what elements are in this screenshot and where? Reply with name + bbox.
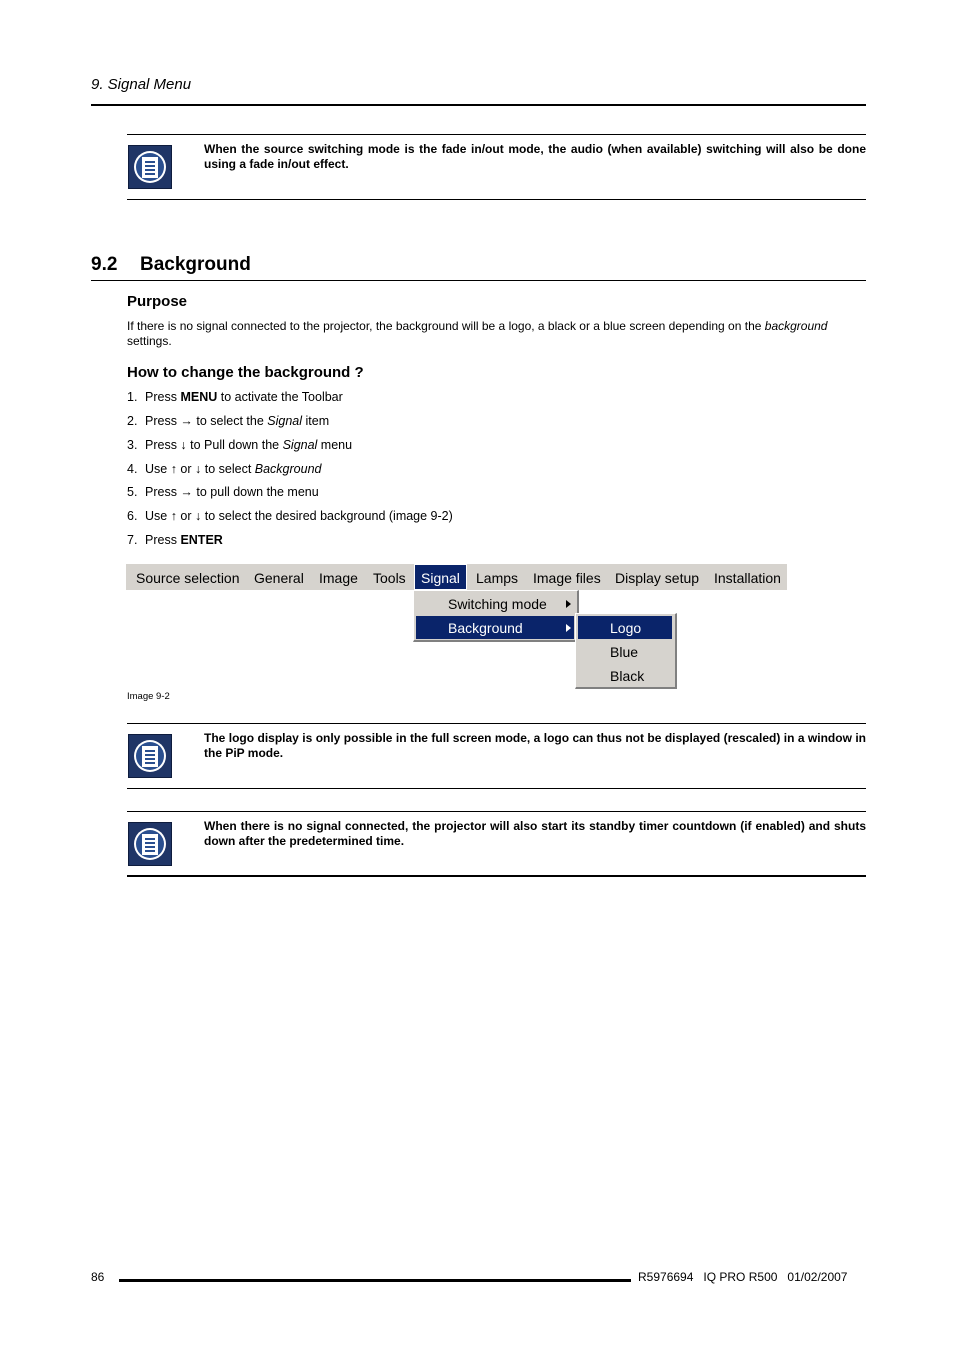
menu-tools[interactable]: Tools	[373, 570, 406, 586]
note-icon	[128, 145, 172, 189]
note-text: The logo display is only possible in the full screen mode, a logo can thus not be displayed (rescaled) in a window in the PiP mode.	[204, 731, 866, 760]
menu-source-selection[interactable]: Source selection	[136, 570, 240, 586]
footer-rule	[119, 1279, 631, 1282]
image-caption: Image 9-2	[127, 691, 170, 702]
note-box	[127, 134, 866, 200]
menu-installation[interactable]: Installation	[714, 570, 781, 586]
howto-heading: How to change the background ?	[127, 364, 364, 381]
menu-general[interactable]: General	[254, 570, 304, 586]
step-item: 3. Press ↓ to Pull down the Signal menu	[127, 438, 353, 452]
dropdown-item-background[interactable]: Background	[416, 616, 574, 639]
section-title: Background	[140, 254, 251, 275]
menu-display-setup[interactable]: Display setup	[615, 570, 700, 586]
dropdown-item-switching-mode[interactable]: Switching mode	[416, 592, 574, 615]
menu-lamps[interactable]: Lamps	[476, 570, 519, 586]
note-box	[127, 811, 866, 877]
signal-dropdown	[413, 590, 579, 642]
note-text: When the source switching mode is the fade in/out mode, the audio (when available) switching will also be done using a fade in/out effect.	[204, 142, 866, 171]
menu-toolbar	[126, 564, 787, 590]
step-item: 7. Press ENTER	[127, 533, 223, 547]
step-item: 2. Press → to select the Signal item	[127, 414, 330, 428]
submenu-item-black[interactable]: Black	[610, 668, 645, 684]
note-icon	[128, 734, 172, 778]
step-item: 6. Use ↑ or ↓ to select the desired background (image 9-2)	[127, 509, 453, 523]
page-number: 86	[91, 1270, 105, 1284]
note-text: When there is no signal connected, the projector will also start its standby timer countdown (if enabled) and shuts down after the predetermined time.	[204, 819, 866, 848]
submenu-item-logo[interactable]: Logo	[578, 616, 672, 639]
submenu-item-blue[interactable]: Blue	[610, 644, 639, 660]
footer-reference: R5976694 IQ PRO R500 01/02/2007	[638, 1270, 848, 1284]
submenu-arrow-icon	[566, 600, 571, 608]
step-item: 1. Press MENU to activate the Toolbar	[127, 390, 343, 404]
running-header: 9. Signal Menu	[91, 76, 192, 93]
step-item: 4. Use ↑ or ↓ to select Background	[127, 462, 322, 476]
purpose-heading: Purpose	[127, 293, 188, 310]
purpose-paragraph: If there is no signal connected to the projector, the background will be a logo, a black or a blue screen depending on the background settings.	[127, 319, 828, 348]
menu-signal[interactable]: Signal	[414, 564, 467, 590]
note-box	[127, 723, 866, 789]
section-number: 9.2	[91, 254, 118, 275]
menu-image-files[interactable]: Image files	[533, 570, 601, 586]
submenu-arrow-icon	[566, 624, 571, 632]
header-rule	[91, 104, 866, 106]
step-item: 5. Press → to pull down the menu	[127, 485, 319, 499]
section-rule	[91, 280, 866, 281]
menu-image[interactable]: Image	[319, 570, 358, 586]
background-submenu	[575, 613, 677, 689]
note-icon	[128, 822, 172, 866]
